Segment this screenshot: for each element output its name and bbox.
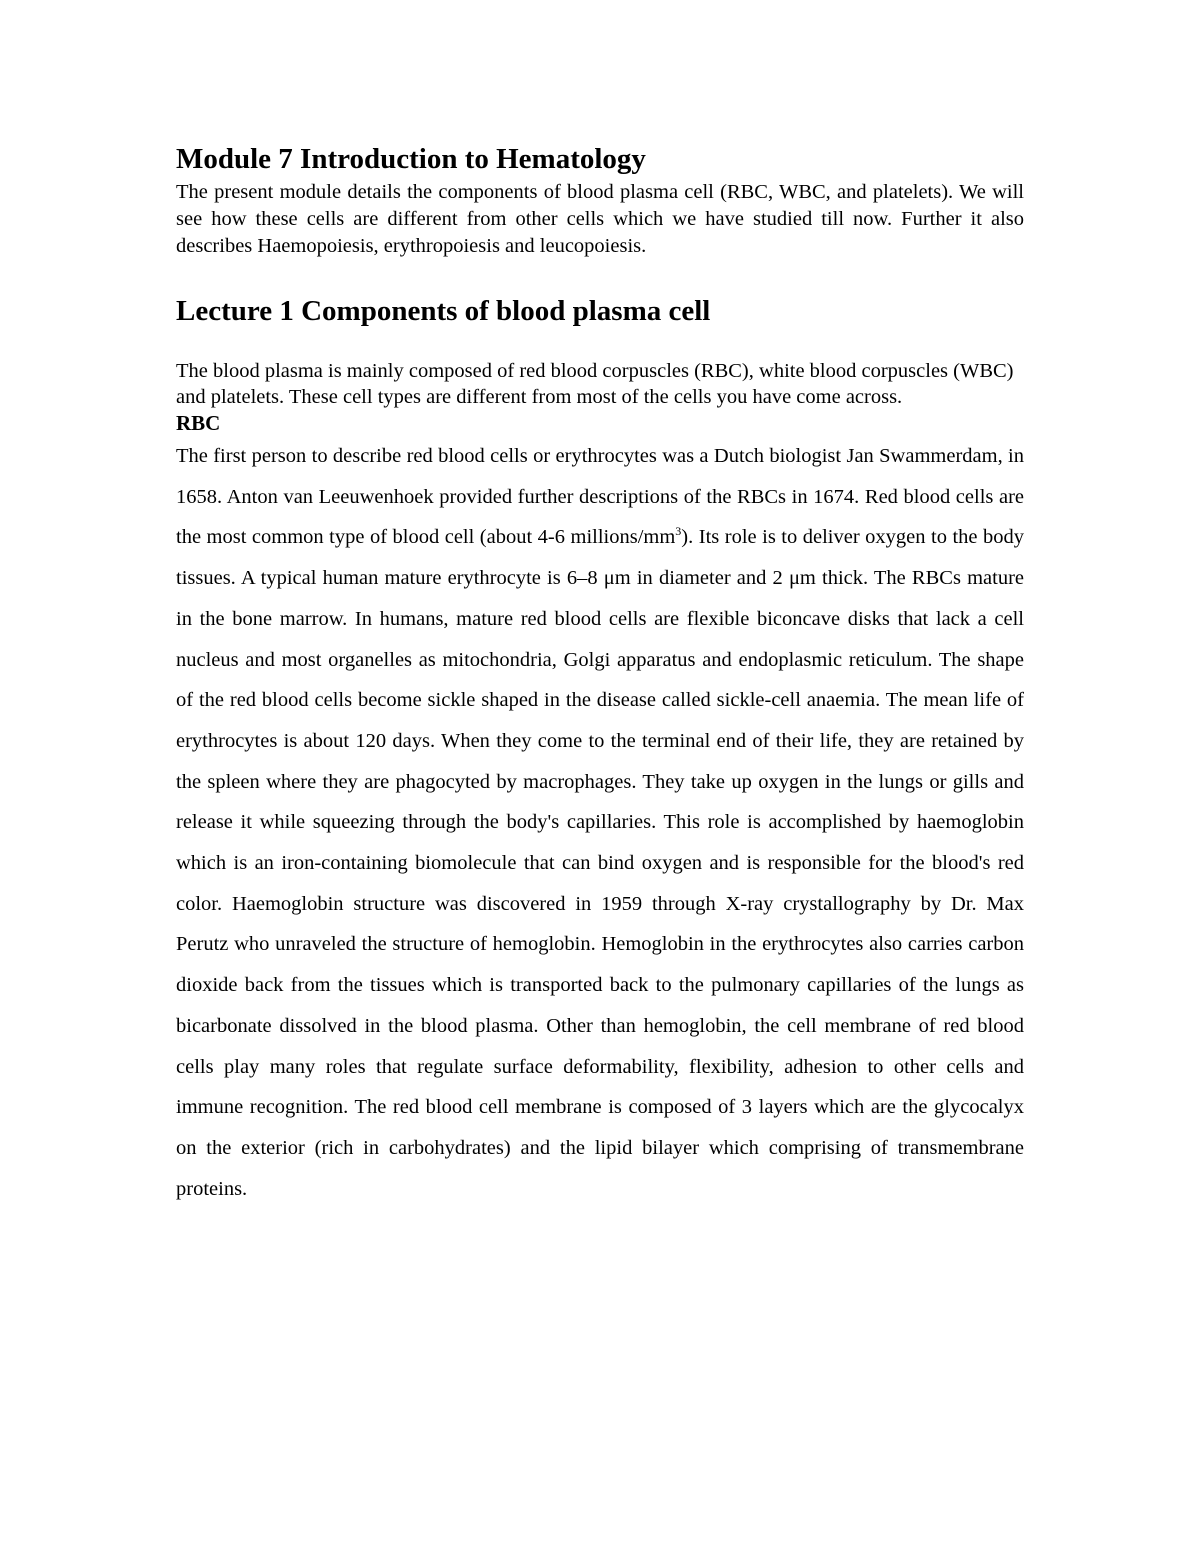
rbc-body-part2: ). Its role is to deliver oxygen to the body tissues. A typical human mature erythrocyte is 6–8 μm in diameter and 2 μm thick. The RBCs mature in the bone marrow. In humans, mature red blood cells are flexible biconcave disks that lack a cell nucleus and most organelles as mitochondria, Golgi apparatus and endoplasmic reticulum. The shape of the red blood cells become sickle shaped in the disease called sickle-cell anaemia. The mean life of erythrocytes is about 120 days. When they come to the terminal end of their life, they are retained by the spleen where they are phagocyted by macrophages. They take up oxygen in the lungs or gills and release it while squeezing through the body's capillaries. This role is accomplished by haemoglobin which is an iron-containing biomolecule that can bind oxygen and is responsible for the blood's red color. Haemoglobin structure was discovered in 1959 through X-ray crystallography by Dr. Max Perutz who unraveled the structure of hemoglobin. Hemoglobin in the erythrocytes also carries carbon dioxide back from the tissues which is transported back to the pulmonary capillaries of the lungs as bicarbonate dissolved in the blood plasma. Other than hemoglobin, the cell membrane of red blood cells play many roles that regulate surface deformability, flexibility, adhesion to other cells and immune recognition. The red blood cell membrane is composed of 3 layers which are the glycocalyx on the exterior (rich in carbohydrates) and the lipid bilayer which comprising of transmembrane proteins.	[176, 526, 1024, 1200]
rbc-body-paragraph	[176, 436, 1024, 1209]
lecture-title: Lecture 1 Components of blood plasma cell	[176, 295, 711, 327]
page-content	[176, 140, 1024, 1209]
rbc-body-superscript: 3	[675, 524, 682, 539]
blood-plasma-paragraph: The blood plasma is mainly composed of red blood corpuscles (RBC), white blood corpuscles (WBC) and platelets. These cell types are different from most of the cells you have come across.	[176, 360, 1014, 408]
module-intro-paragraph: The present module details the components of blood plasma cell (RBC, WBC, and platelets). We will see how these cells are different from other cells which we have studied till now. Further it also describes Haemopoiesis, erythropoiesis and leucopoiesis.	[176, 181, 1024, 257]
rbc-heading: RBC	[176, 411, 221, 435]
module-title: Module 7 Introduction to Hematology	[176, 143, 646, 175]
rbc-body-part1: The first person to describe red blood cells or erythrocytes was a Dutch biologist Jan Swammerdam, in 1658. Anton van Leeuwenhoek provided further descriptions of the RBCs in 1674. Red blood cells are the most common type of blood cell (about 4-6 millions/mm	[176, 445, 1024, 549]
